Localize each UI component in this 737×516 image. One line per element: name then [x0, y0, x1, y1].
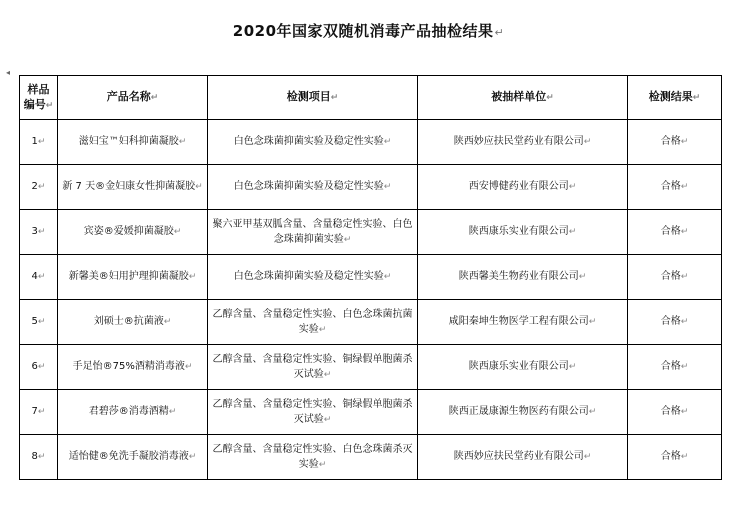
anchor-mark-icon: ◂	[6, 68, 11, 77]
cell-items: 乙醇含量、含量稳定性实验、白色念珠菌抗菌实验↵	[208, 300, 418, 345]
cell-items: 聚六亚甲基双胍含量、含量稳定性实验、白色念珠菌抑菌实验↵	[208, 210, 418, 255]
cell-items: 白色念珠菌抑菌实验及稳定性实验↵	[208, 255, 418, 300]
table-row	[20, 435, 722, 480]
header-product-name: 产品名称↵	[58, 76, 208, 120]
table-row	[20, 390, 722, 435]
table-row	[20, 120, 722, 165]
cell-result: 合格↵	[628, 390, 722, 435]
cell-result: 合格↵	[628, 165, 722, 210]
cell-name: 君碧莎®消毒酒精↵	[58, 390, 208, 435]
table-row	[20, 345, 722, 390]
cell-name: 宾姿®爱媛抑菌凝胶↵	[58, 210, 208, 255]
cell-name: 刘硕士®抗菌液↵	[58, 300, 208, 345]
cell-no: 5↵	[20, 300, 58, 345]
cell-result: 合格↵	[628, 345, 722, 390]
cell-name: 手足怡®75%酒精消毒液↵	[58, 345, 208, 390]
table-header-row	[20, 76, 722, 120]
cell-unit: 陕西妙应扶民堂药业有限公司↵	[418, 435, 628, 480]
header-sample-no: 样品编号↵	[20, 76, 58, 120]
cell-unit: 陕西馨美生物药业有限公司↵	[418, 255, 628, 300]
results-table	[19, 75, 722, 480]
table-row	[20, 210, 722, 255]
cell-name: 新 7 天®金妇康女性抑菌凝胶↵	[58, 165, 208, 210]
table-row	[20, 165, 722, 210]
cell-no: 8↵	[20, 435, 58, 480]
table-row	[20, 255, 722, 300]
cell-items: 白色念珠菌抑菌实验及稳定性实验↵	[208, 165, 418, 210]
cell-result: 合格↵	[628, 120, 722, 165]
header-test-result: 检测结果↵	[628, 76, 722, 120]
cell-no: 7↵	[20, 390, 58, 435]
cell-no: 4↵	[20, 255, 58, 300]
cell-no: 2↵	[20, 165, 58, 210]
cell-unit: 咸阳秦坤生物医学工程有限公司↵	[418, 300, 628, 345]
cell-unit: 陕西妙应扶民堂药业有限公司↵	[418, 120, 628, 165]
header-test-items: 检测项目↵	[208, 76, 418, 120]
cell-no: 1↵	[20, 120, 58, 165]
cell-items: 白色念珠菌抑菌实验及稳定性实验↵	[208, 120, 418, 165]
cell-result: 合格↵	[628, 255, 722, 300]
header-sampled-unit: 被抽样单位↵	[418, 76, 628, 120]
cell-result: 合格↵	[628, 435, 722, 480]
cell-name: 滋妇宝™妇科抑菌凝胶↵	[58, 120, 208, 165]
table-row	[20, 300, 722, 345]
cell-items: 乙醇含量、含量稳定性实验、铜绿假单胞菌杀灭试验↵	[208, 345, 418, 390]
cell-unit: 西安博健药业有限公司↵	[418, 165, 628, 210]
cell-unit: 陕西正晟康源生物医药有限公司↵	[418, 390, 628, 435]
cell-unit: 陕西康乐实业有限公司↵	[418, 210, 628, 255]
cell-items: 乙醇含量、含量稳定性实验、铜绿假单胞菌杀灭试验↵	[208, 390, 418, 435]
cell-items: 乙醇含量、含量稳定性实验、白色念珠菌杀灭实验↵	[208, 435, 418, 480]
cell-result: 合格↵	[628, 210, 722, 255]
page-title: 2020年国家双随机消毒产品抽检结果↵	[232, 22, 505, 40]
cell-unit: 陕西康乐实业有限公司↵	[418, 345, 628, 390]
cell-no: 3↵	[20, 210, 58, 255]
cell-result: 合格↵	[628, 300, 722, 345]
cell-name: 新馨美®妇用护理抑菌凝胶↵	[58, 255, 208, 300]
cell-no: 6↵	[20, 345, 58, 390]
cell-name: 适怡健®免洗手凝胶消毒液↵	[58, 435, 208, 480]
